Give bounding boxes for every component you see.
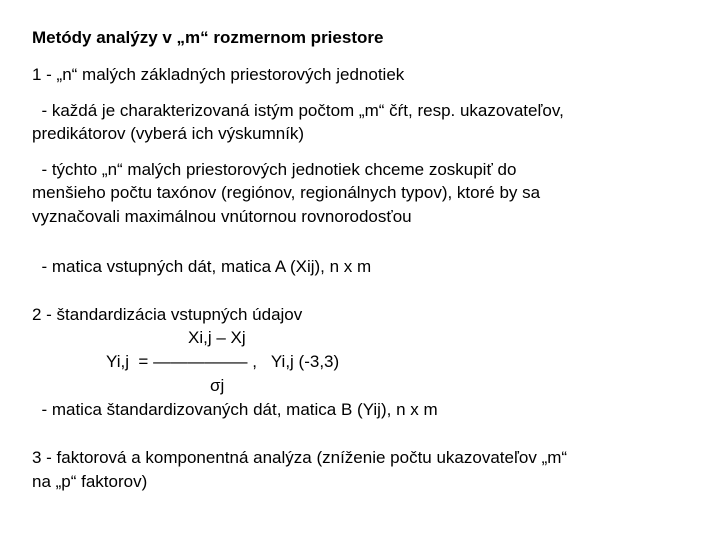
formula-denominator: σj	[210, 376, 225, 395]
item1-point2-line1: - týchto „n“ malých priestorových jednotiek chceme zoskupiť do	[32, 160, 517, 179]
item2-heading: 2 - štandardizácia vstupných údajov	[32, 305, 303, 324]
slide-title: Metódy analýzy v „m“ rozmernom priestore	[32, 28, 384, 47]
item1-point2-line3: vyznačovali maximálnou vnútornou rovnorodosťou	[32, 207, 412, 226]
item1-matrix: - matica vstupných dát, matica A (Xij), n x m	[32, 257, 372, 276]
item1-point1-line1: - každá je charakterizovaná istým počtom „m“ čŕt, resp. ukazovateľov,	[32, 101, 564, 120]
item1-heading: 1 - „n“ malých základných priestorových jednotiek	[32, 65, 405, 84]
formula-line: Yi,j = ———–—— , Yi,j (-3,3)	[106, 352, 340, 371]
item1-point1-line2: predikátorov (vyberá ich výskumník)	[32, 124, 305, 143]
item3-line1: 3 - faktorová a komponentná analýza (zníženie počtu ukazovateľov „m“	[32, 448, 568, 467]
item2-matrix: - matica štandardizovaných dát, matica B (Yij), n x m	[32, 400, 438, 419]
item3-line2: na „p“ faktorov)	[32, 472, 148, 491]
formula-numerator: Xi,j – Xj	[188, 328, 246, 347]
item1-point2-line2: menšieho počtu taxónov (regiónov, regionálnych typov), ktoré by sa	[32, 183, 541, 202]
